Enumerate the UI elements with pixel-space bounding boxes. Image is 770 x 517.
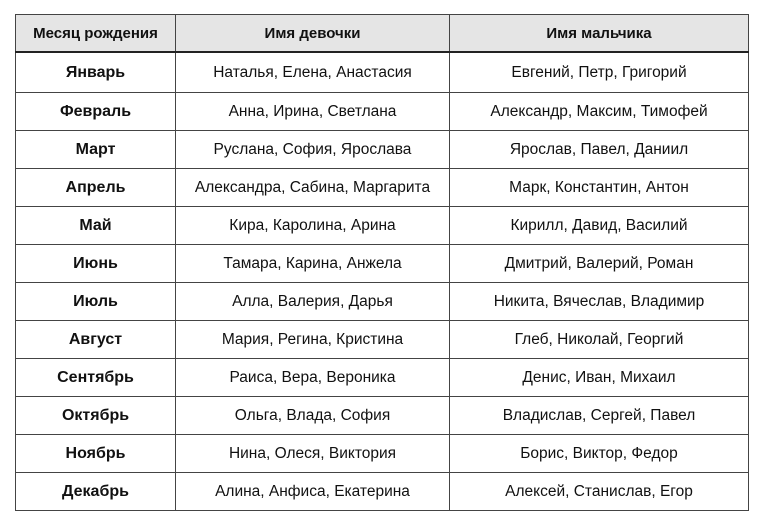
table-row (16, 245, 749, 283)
header-girl-name: Имя девочки (176, 15, 450, 53)
table-row (16, 131, 749, 169)
girl-names-cell: Александра, Сабина, Маргарита (176, 169, 450, 207)
table-row (16, 93, 749, 131)
boy-names-cell: Алексей, Станислав, Егор (450, 473, 749, 511)
girl-names-cell: Нина, Олеся, Виктория (176, 435, 450, 473)
girl-names-cell: Кира, Каролина, Арина (176, 207, 450, 245)
names-by-month-table (15, 14, 749, 511)
girl-names-cell: Мария, Регина, Кристина (176, 321, 450, 359)
header-birth-month: Месяц рождения (16, 15, 176, 53)
month-cell: Май (16, 207, 176, 245)
month-cell: Март (16, 131, 176, 169)
girl-names-cell: Анна, Ирина, Светлана (176, 93, 450, 131)
month-cell: Апрель (16, 169, 176, 207)
girl-names-cell: Руслана, София, Ярослава (176, 131, 450, 169)
table-body (16, 52, 749, 511)
girl-names-cell: Ольга, Влада, София (176, 397, 450, 435)
girl-names-cell: Алина, Анфиса, Екатерина (176, 473, 450, 511)
header-row (16, 15, 749, 53)
table-row (16, 321, 749, 359)
boy-names-cell: Марк, Константин, Антон (450, 169, 749, 207)
table-row (16, 52, 749, 93)
table-row (16, 435, 749, 473)
boy-names-cell: Александр, Максим, Тимофей (450, 93, 749, 131)
boy-names-cell: Дмитрий, Валерий, Роман (450, 245, 749, 283)
month-cell: Январь (16, 52, 176, 93)
boy-names-cell: Борис, Виктор, Федор (450, 435, 749, 473)
boy-names-cell: Владислав, Сергей, Павел (450, 397, 749, 435)
table-row (16, 207, 749, 245)
girl-names-cell: Наталья, Елена, Анастасия (176, 52, 450, 93)
month-cell: Сентябрь (16, 359, 176, 397)
boy-names-cell: Ярослав, Павел, Даниил (450, 131, 749, 169)
month-cell: Февраль (16, 93, 176, 131)
boy-names-cell: Евгений, Петр, Григорий (450, 52, 749, 93)
table-row (16, 169, 749, 207)
month-cell: Октябрь (16, 397, 176, 435)
month-cell: Июнь (16, 245, 176, 283)
boy-names-cell: Глеб, Николай, Георгий (450, 321, 749, 359)
boy-names-cell: Кирилл, Давид, Василий (450, 207, 749, 245)
table-row (16, 359, 749, 397)
boy-names-cell: Денис, Иван, Михаил (450, 359, 749, 397)
names-table-container (15, 14, 748, 511)
table-row (16, 283, 749, 321)
month-cell: Декабрь (16, 473, 176, 511)
girl-names-cell: Раиса, Вера, Вероника (176, 359, 450, 397)
table-row (16, 397, 749, 435)
month-cell: Ноябрь (16, 435, 176, 473)
table-row (16, 473, 749, 511)
header-boy-name: Имя мальчика (450, 15, 749, 53)
table-header (16, 15, 749, 53)
month-cell: Август (16, 321, 176, 359)
month-cell: Июль (16, 283, 176, 321)
girl-names-cell: Тамара, Карина, Анжела (176, 245, 450, 283)
boy-names-cell: Никита, Вячеслав, Владимир (450, 283, 749, 321)
girl-names-cell: Алла, Валерия, Дарья (176, 283, 450, 321)
